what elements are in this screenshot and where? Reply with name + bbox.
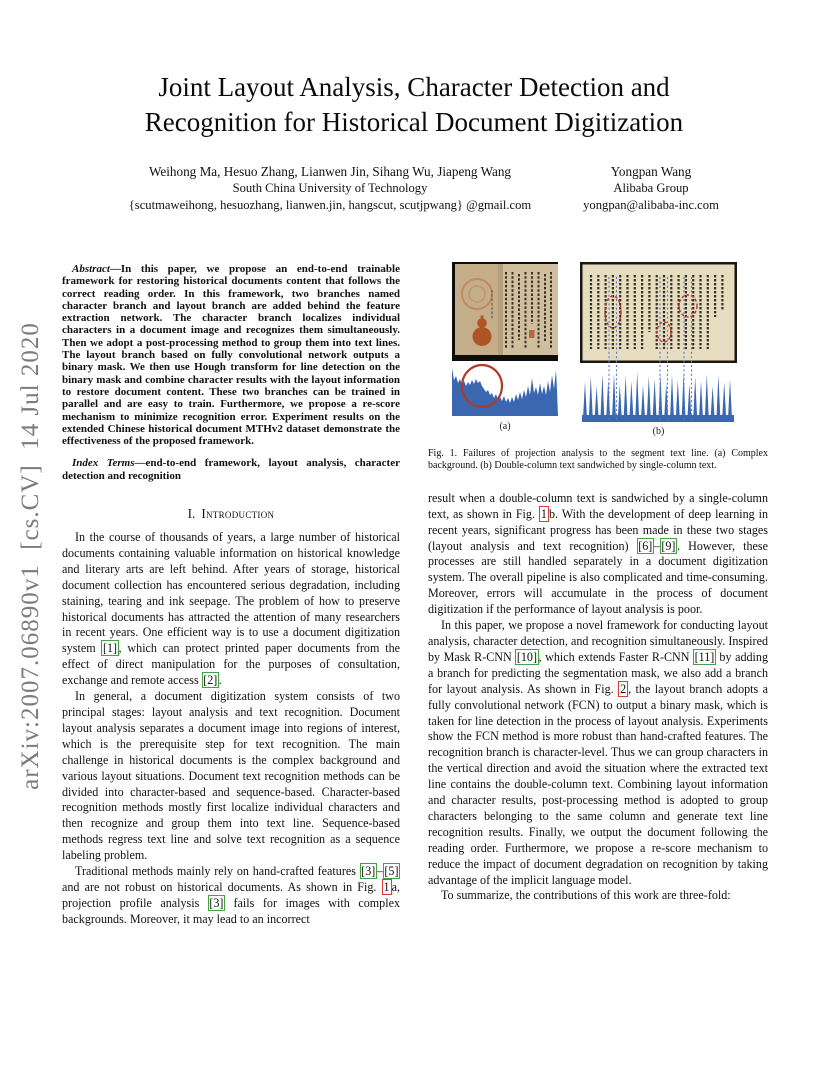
text-run: fails for images with complex backgrounds. Moreover, it may lead to an incorrect [62,895,400,926]
author-affiliation: Alibaba Group [613,181,689,195]
abstract-text: —In this paper, we propose an end-to-end trainable framework for restoring historical documents content that follows the correct reading order. In this framework, two branches named character branch and layout branch are added behind the feature extraction network. The character branch localizes individual characters in a document image and recognizes them simultaneously. Then we adopt a post-processing method to group them into text lines. The layout branch based on fully convolutional network outputs a binary mask. We then use Hough transform for line detection on the binary mask and combine character results with the layout information to restore document content. These two branches can be trained in parallel and are easy to train. Furthermore, we propose a re-score mechanism to minimize recognition error. Experiment results on the extended Chinese historical document MTHv2 dataset demonstrate the effectiveness of the proposed framework. [62,263,400,448]
subfigure-b [580,262,737,437]
text-run: – [376,864,383,879]
arxiv-stamp: arXiv:2007.06890v1 [cs.CV] 14 Jul 2020 [17,322,44,790]
abstract [62,263,400,447]
citation-link[interactable]: [3] [361,864,376,879]
document-photo-a [452,262,558,361]
figure-link[interactable]: 1 [383,879,390,894]
subfigure-b-graphic [580,262,737,424]
subfigure-a [452,262,558,432]
index-terms [62,457,400,482]
text-run: In the course of thousands of years, a large number of historical documents containing valuable information on historical knowledge and literary arts are left behind. After years of storage, historical document collection has encountered serious degradation, including staining, tearing and ink seepage. The problem of how to preserve historical documents has attracted the attention of many researchers in recent years. One efficient way is to use a document digitization system [62,530,400,656]
paragraph [62,864,400,928]
author-names: Weihong Ma, Hesuo Zhang, Lianwen Jin, Sihang Wu, Jiapeng Wang [148,164,512,179]
document-photo-b [580,262,737,363]
citation-link[interactable]: [1] [102,641,118,656]
text-run: a, projection profile analysis [62,879,400,910]
citation-link[interactable]: [5] [384,864,399,879]
gourd-seal [477,318,487,328]
text-run: To summarize, the contributions of this work are three-fold: [441,888,731,903]
text-run: . [218,673,222,688]
citation-link[interactable]: [6] [638,538,653,553]
citation-link[interactable]: [2] [203,673,218,688]
text-run: – [653,538,660,553]
subfigure-label-a: (a) [499,421,511,432]
index-terms-text: —end-to-end framework, layout analysis, character detection and recognition [62,457,400,482]
citation-link[interactable]: [3] [209,895,224,910]
text-run: by adding a branch for predicting the segmentation mask, we also add a branch for layout analysis. As shown in Fig. [428,649,768,696]
citation-link[interactable]: [9] [661,538,676,553]
section-number: I. [187,506,196,522]
subfigure-a-graphic [452,262,558,419]
author-names: Yongpan Wang [610,164,692,179]
figure-link[interactable]: 1 [540,506,547,521]
right-column-body [428,491,768,905]
text-run: In general, a document digitization system consists of two principal stages: layout analysis and text recognition. Document layout analysis separates a document image into regions of interest, which is the prerequisite step for text recognition. The main challenge in historical documents is the complex background and various layout situations. Document text recognition methods can be divided into character-based and sequence-based. Character-based recognition methods mostly first localize individual characters and then recognize and group them into text line. Sequence-based methods regress text line and solve text recognition as a sequence labeling problem. [62,689,400,863]
text-run: , which can protect printed paper documents from the effect of direct manipulation for the purposes of consultation, exchange and remote access [62,641,400,688]
projection-histogram-b [582,372,734,422]
paragraph [62,530,400,689]
author-block-right [556,163,746,214]
citation-link[interactable]: [11] [694,649,715,664]
figure-1 [428,258,768,438]
paragraph [62,689,400,864]
column-left [62,263,400,928]
citation-link[interactable]: [10] [516,649,537,664]
author-email: yongpan@alibaba-inc.com [583,198,719,212]
section-title: Introduction [201,506,275,522]
index-terms-label: Index Terms [72,457,135,470]
author-block-left [85,163,575,214]
text-run: b. With the development of deep learning in recent years, significant progress has been made in these two stages (layout analysis and text recognition) [428,506,769,553]
text-run: In this paper, we propose a novel framework for conducting layout analysis, character detection, and recognition simultaneously. Inspired by Mask R-CNN [428,618,768,664]
figure-link[interactable]: 2 [620,681,627,696]
text-run: and are not robust on historical documents. As shown in Fig. [62,879,382,894]
text-run: , the layout branch adopts a fully convolutional network (FCN) to output a binary mask, which is taken for line detection in the process of layout analysis. Experiments show the FCN method is more robust than hand-crafted features. The recognition branch is character-level. Thus we can group characters in the vertical direction and avoid the situation where the extracted text line contains the double-column text. Combining layout information and character results, post-processing method is adopted to group characters belonging to the same column and generate text line recognition results. Finally, we output the document following the reading order. Furthermore, we propose a re-score mechanism to reduce the impact of document degradation on recognition by taking advantage of the implicit language model. [428,681,768,887]
author-email: {scutmaweihong, hesuozhang, lianwen.jin, hangscut, scutjpwang} @gmail.com [128,198,532,212]
paper-title: Joint Layout Analysis, Character Detection and Recognition for Historical Document Digitization [144,72,684,137]
text-run: Traditional methods mainly rely on hand-crafted features [75,864,360,879]
text-run: , which extends Faster R-CNN [538,649,694,664]
author-affiliation: South China University of Technology [232,181,428,195]
text-run: . However, these processes are still handled separately in a document digitization system. The overall pipeline is also complicated and time-consuming. Moreover, errors will accumulate in the process of document digitization if the performance of layout analysis is poor. [428,538,768,617]
projection-histogram-a [452,365,558,416]
section-heading-introduction [62,506,400,522]
abstract-label: Abstract [72,263,110,275]
column-right [428,258,768,904]
paragraph [428,888,768,904]
figure-caption: Fig. 1. Failures of projection analysis to the segment text line. (a) Complex background. (b) Double-column text sandwiched by single-column text. [428,448,768,472]
subfigure-label-b: (b) [652,426,665,437]
paragraph [428,491,768,618]
paragraph [428,618,768,888]
text-run: result when a double-column text is sandwiched by a single-column text, as shown in Fig. [428,490,768,521]
